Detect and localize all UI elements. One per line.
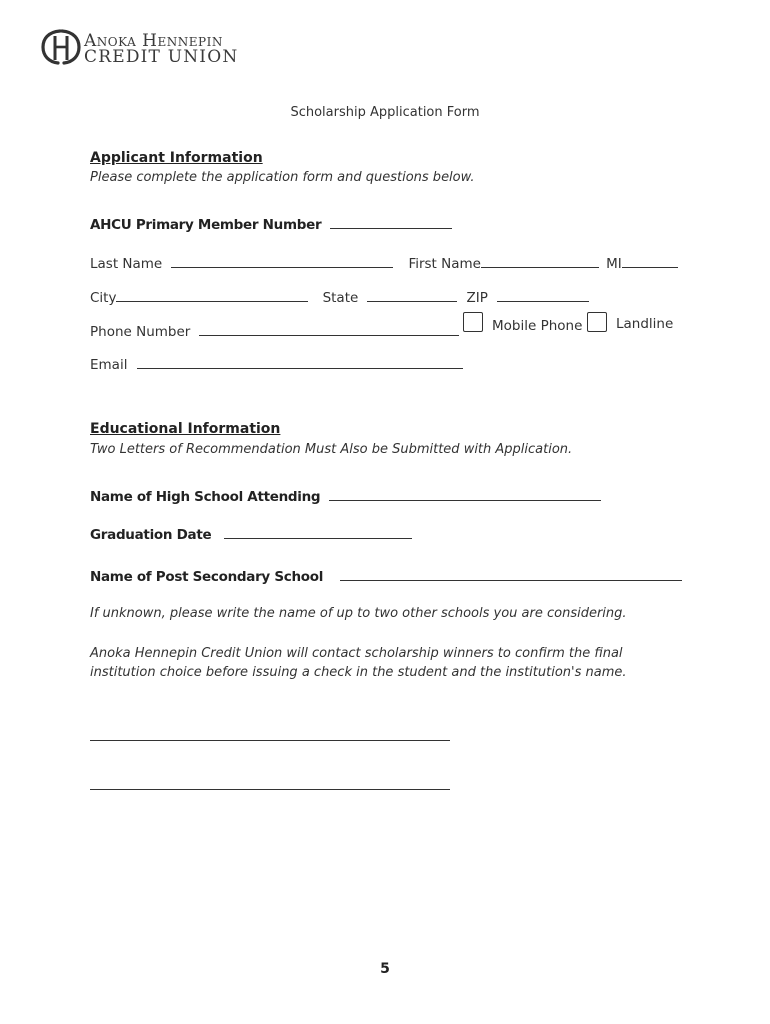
phone-number-label: Phone Number — [90, 324, 191, 340]
logo-text-bottom: CREDIT UNION — [84, 47, 239, 67]
logo-text-top: Anoka Hennepin — [84, 31, 223, 51]
contact-note-line-1: Anoka Hennepin Credit Union will contact scholarship winners to confirm the final — [90, 646, 623, 661]
email-row — [90, 354, 463, 373]
graduation-row — [90, 524, 412, 543]
post-secondary-label: Name of Post Secondary School — [90, 569, 324, 585]
mi-label: MI — [606, 256, 622, 272]
post-secondary-row — [90, 566, 682, 585]
high-school-label: Name of High School Attending — [90, 489, 321, 505]
email-field[interactable] — [137, 356, 463, 369]
member-number-label: AHCU Primary Member Number — [90, 217, 322, 233]
phone-number-field[interactable] — [199, 323, 459, 336]
city-field[interactable] — [116, 289, 308, 302]
form-title: Scholarship Application Form — [290, 105, 480, 120]
graduation-date-field[interactable] — [224, 526, 412, 539]
applicant-heading: Applicant Information — [90, 150, 263, 166]
state-field[interactable] — [367, 289, 457, 302]
post-secondary-field[interactable] — [340, 568, 682, 581]
mobile-phone-checkbox[interactable] — [463, 312, 483, 332]
high-school-field[interactable] — [329, 488, 601, 501]
state-label: State — [322, 290, 359, 306]
last-name-label: Last Name — [90, 256, 163, 272]
city-label: City — [90, 290, 117, 306]
unknown-school-note: If unknown, please write the name of up to two other schools you are considering. — [90, 606, 627, 621]
education-instruction: Two Letters of Recommendation Must Also be Submitted with Application. — [90, 442, 573, 457]
page-number: 5 — [380, 961, 390, 977]
member-number-field[interactable] — [330, 216, 452, 229]
education-heading: Educational Information — [90, 421, 281, 437]
first-name-field[interactable] — [481, 255, 599, 268]
contact-note-line-2: institution choice before issuing a check in the student and the institution's name. — [90, 665, 627, 680]
zip-field[interactable] — [497, 289, 589, 302]
name-row — [90, 253, 678, 272]
landline-label: Landline — [616, 316, 674, 332]
mi-field[interactable] — [622, 255, 678, 268]
graduation-date-label: Graduation Date — [90, 527, 212, 543]
email-label: Email — [90, 357, 128, 373]
member-number-row — [90, 214, 452, 233]
credit-union-logo — [40, 28, 240, 68]
ah-monogram-icon — [40, 28, 82, 66]
landline-checkbox[interactable] — [587, 312, 607, 332]
high-school-row — [90, 486, 601, 505]
phone-row — [90, 321, 459, 340]
first-name-label: First Name — [408, 256, 481, 272]
address-row — [90, 287, 589, 306]
applicant-instruction: Please complete the application form and questions below. — [90, 170, 475, 185]
last-name-field[interactable] — [171, 255, 393, 268]
mobile-phone-label: Mobile Phone — [492, 318, 583, 334]
zip-label: ZIP — [466, 290, 488, 306]
other-school-field-2[interactable] — [90, 777, 450, 790]
other-school-field-1[interactable] — [90, 728, 450, 741]
